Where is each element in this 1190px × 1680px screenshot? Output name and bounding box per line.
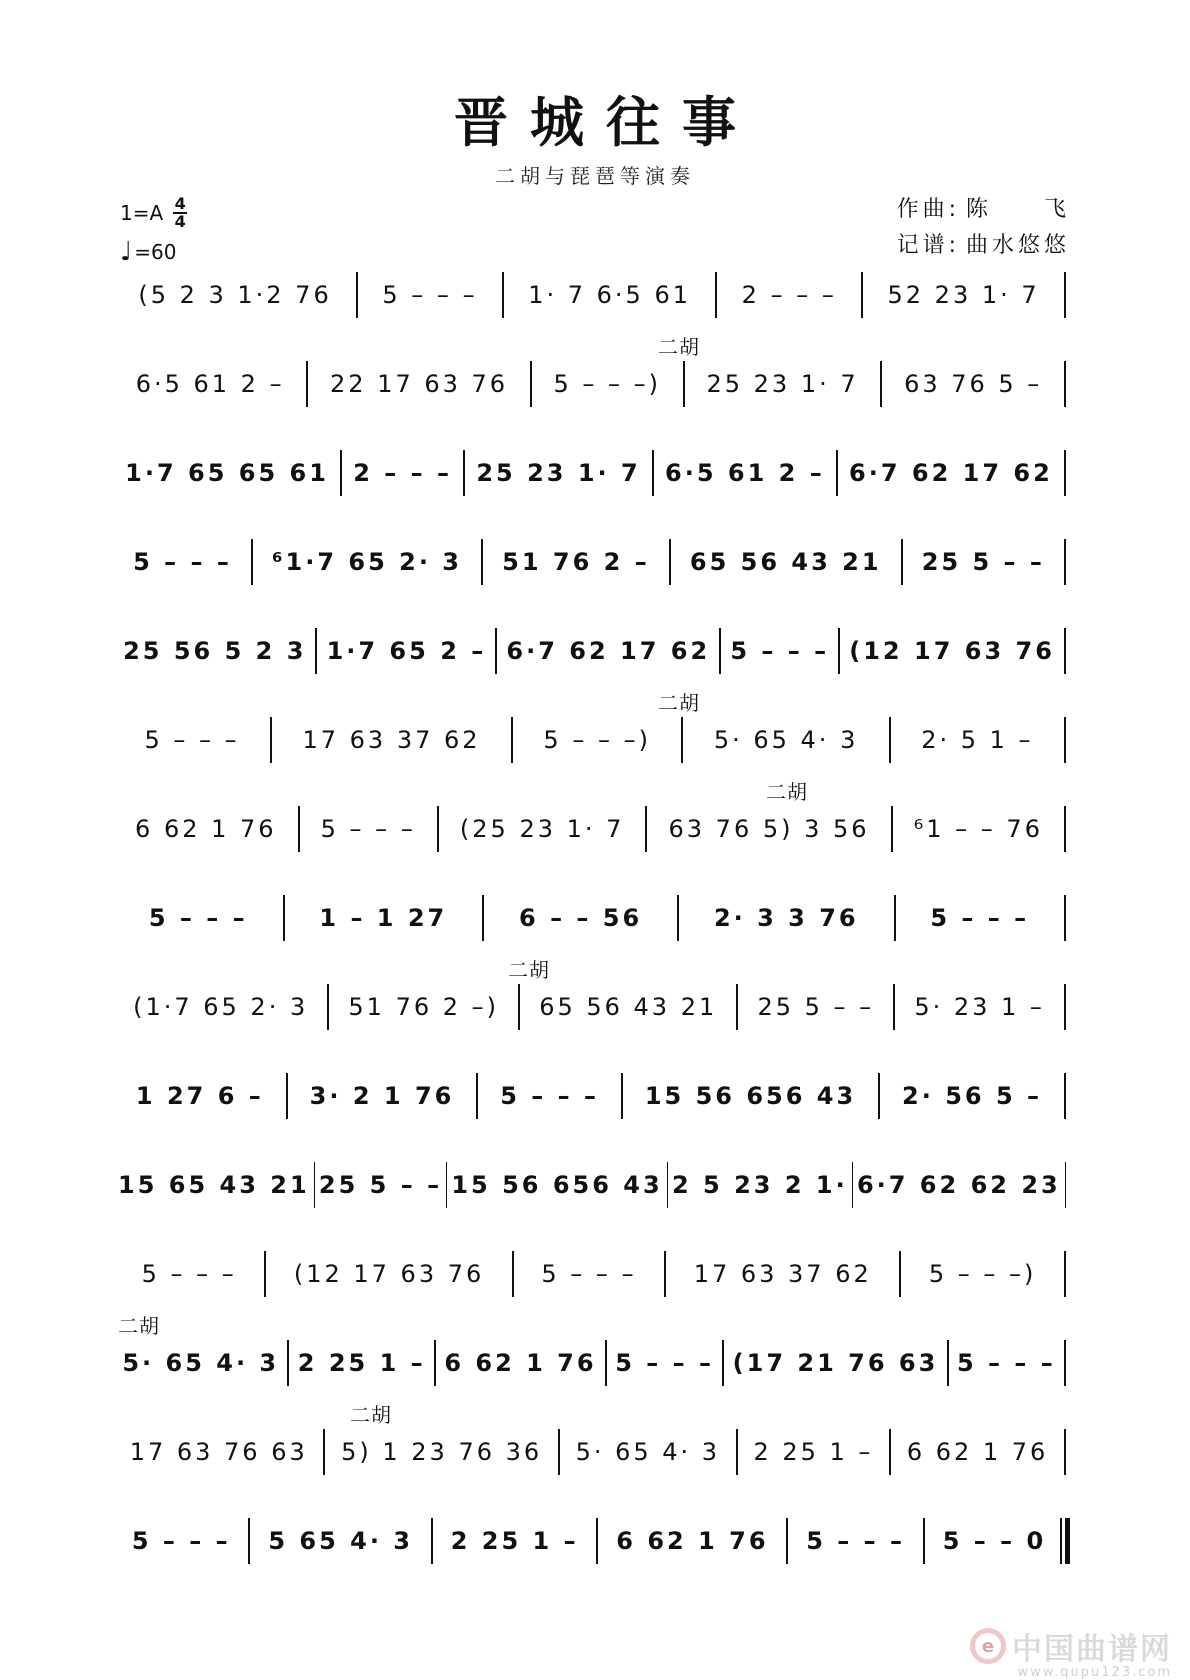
barline — [495, 628, 497, 674]
instrument-label: 二胡 — [118, 1314, 160, 1338]
barline — [434, 1340, 436, 1386]
measure: 6·7 62 17 62 — [506, 637, 711, 665]
measure: 5 – – –) — [928, 1260, 1037, 1288]
score-line — [118, 1518, 1070, 1564]
page-title: 晋城往事 — [454, 90, 758, 154]
measure: 17 63 37 62 — [302, 726, 481, 754]
barline — [287, 1340, 289, 1386]
measure: 5 – – – — [148, 904, 248, 932]
barline — [838, 628, 840, 674]
measure: 51 76 2 –) — [348, 993, 500, 1021]
composer-name: 陈 飞 — [965, 197, 1070, 222]
watermark-brand: 中国曲谱网 — [1012, 1632, 1172, 1667]
watermark-url: www.qupu123.com — [1017, 1665, 1172, 1680]
barline — [893, 984, 895, 1030]
measure: 2· 5 1 – — [921, 726, 1034, 754]
barline — [1064, 628, 1066, 674]
barline — [431, 1518, 433, 1564]
measure: (12 17 63 76 — [849, 637, 1055, 665]
measure: 5· 23 1 – — [914, 993, 1045, 1021]
barline — [677, 895, 679, 941]
measure: 3· 2 1 76 — [309, 1082, 455, 1110]
transcriber-label: 记谱: — [896, 233, 960, 258]
measure: 5 – – – — [956, 1349, 1056, 1377]
page-subtitle: 二胡与琵琶等演奏 — [495, 164, 695, 188]
barline — [298, 806, 300, 852]
barline — [852, 1162, 853, 1208]
watermark — [970, 1624, 1172, 1680]
measure: 6 62 1 76 — [616, 1527, 769, 1555]
barline — [664, 1251, 666, 1297]
measure: 25 5 – – — [757, 993, 875, 1021]
key-tempo-block — [120, 194, 187, 267]
transcriber-name: 曲水悠悠 — [965, 233, 1070, 258]
barline — [482, 895, 484, 941]
barline — [248, 1518, 250, 1564]
barline — [518, 984, 520, 1030]
measure: 5· 65 4· 3 — [713, 726, 859, 754]
measure: 6·7 62 17 62 — [849, 459, 1053, 487]
barline — [889, 717, 891, 763]
final-barline — [1060, 1518, 1070, 1564]
measure: 5· 65 4· 3 — [575, 1438, 721, 1466]
score-line — [118, 1314, 1070, 1386]
measure: 63 76 5 – — [904, 370, 1043, 398]
score-line — [118, 1251, 1070, 1297]
measure: 17 63 37 62 — [693, 1260, 872, 1288]
instrument-label: 二胡 — [658, 335, 700, 359]
measure: 25 56 5 2 3 — [123, 637, 307, 665]
score-line — [118, 539, 1070, 585]
score-line — [118, 335, 1070, 407]
measure: 5 65 4· 3 — [268, 1527, 413, 1555]
measure: (12 17 63 76 — [293, 1260, 485, 1288]
measure: (1·7 65 2· 3 — [133, 993, 309, 1021]
barline — [1064, 1073, 1066, 1119]
measure: 17 63 76 63 — [129, 1438, 308, 1466]
measure: 5 – – – — [730, 637, 830, 665]
tempo-line — [120, 237, 187, 267]
measure: 6·7 62 62 23 — [856, 1171, 1061, 1199]
barline — [786, 1518, 788, 1564]
measure: 5 – – – — [930, 904, 1030, 932]
measure: 6 62 1 76 — [906, 1438, 1049, 1466]
barline — [652, 450, 654, 496]
barline — [1064, 539, 1066, 585]
time-signature — [173, 196, 187, 230]
barline — [722, 1340, 724, 1386]
barline — [511, 717, 513, 763]
barline — [621, 1073, 623, 1119]
score-line — [118, 1162, 1070, 1208]
barline — [899, 1251, 901, 1297]
credits-block — [897, 192, 1070, 264]
score-line — [118, 1073, 1070, 1119]
time-signature-top: 4 — [174, 194, 186, 213]
measure: 5 – – – — [320, 815, 416, 843]
measure: 5 – – – — [133, 548, 232, 576]
barline — [719, 628, 721, 674]
barline — [889, 1429, 891, 1475]
barline — [1064, 1429, 1066, 1475]
measure: ⁶1·7 65 2· 3 — [272, 548, 463, 576]
measure: 2 5 23 2 1· — [671, 1171, 848, 1199]
measure: 2· 3 3 76 — [713, 904, 859, 932]
score-line — [118, 628, 1070, 674]
quarter-note-icon: ♩ — [120, 237, 133, 267]
measure: 25 23 1· 7 — [706, 370, 859, 398]
score-line — [118, 691, 1070, 763]
measure: 5 – – – — [806, 1527, 906, 1555]
instrument-label: 二胡 — [766, 780, 808, 804]
barline — [340, 450, 342, 496]
measure: 2 25 1 – — [297, 1349, 426, 1377]
measure: 22 17 63 76 — [330, 370, 509, 398]
logo-icon: e — [970, 1628, 1006, 1664]
measure: 25 5 – – — [318, 1171, 443, 1199]
barline — [1064, 895, 1066, 941]
score-line — [118, 780, 1070, 852]
measure: 5 – – –) — [553, 370, 662, 398]
measure: 5 – – – — [141, 1260, 237, 1288]
measure: 5 – – 0 — [942, 1527, 1047, 1555]
barline — [667, 1162, 668, 1208]
measure: 6 62 1 76 — [444, 1349, 597, 1377]
measure: 15 65 43 21 — [118, 1171, 310, 1199]
barline — [446, 1162, 447, 1208]
measure: 63 76 5) 3 56 — [668, 815, 870, 843]
barline — [596, 1518, 598, 1564]
barline — [323, 1429, 325, 1475]
barline — [880, 361, 882, 407]
measure: 2 25 1 – — [450, 1527, 579, 1555]
measure: 51 76 2 – — [502, 548, 650, 576]
barline — [683, 361, 685, 407]
barline — [1064, 361, 1066, 407]
measure: 5 – – – — [500, 1082, 599, 1110]
barline — [1065, 1162, 1066, 1208]
measure: 5) 1 23 76 36 — [341, 1438, 543, 1466]
score-body — [118, 272, 1070, 1607]
measure: 6·5 61 2 – — [665, 459, 825, 487]
barline — [836, 450, 838, 496]
measure: 65 56 43 21 — [689, 548, 882, 576]
measure: 5· 65 4· 3 — [122, 1349, 280, 1377]
barline — [1064, 717, 1066, 763]
barline — [894, 895, 896, 941]
score-line — [118, 272, 1070, 318]
measure: 1 – 1 27 — [319, 904, 448, 932]
barline — [669, 539, 671, 585]
barline — [947, 1340, 949, 1386]
barline — [558, 1429, 560, 1475]
measure: 5 – – – — [541, 1260, 637, 1288]
barline — [1064, 450, 1066, 496]
transcriber-line — [897, 228, 1070, 264]
barline — [715, 272, 717, 318]
barline — [1064, 806, 1066, 852]
measure: 65 56 43 21 — [539, 993, 718, 1021]
barline — [891, 806, 893, 852]
barline — [356, 272, 358, 318]
barline — [901, 539, 903, 585]
measure: ⁶1 – – 76 — [913, 815, 1043, 843]
measure: (17 21 76 63 — [732, 1349, 939, 1377]
measure: 15 56 656 43 — [451, 1171, 663, 1199]
tempo-value: =60 — [134, 240, 177, 264]
measure: 1 27 6 – — [135, 1082, 264, 1110]
measure: 5 – – – — [382, 281, 478, 309]
composer-line — [897, 192, 1070, 228]
barline — [736, 984, 738, 1030]
barline — [1064, 272, 1066, 318]
measure: 5 – – – — [131, 1527, 231, 1555]
barline — [437, 806, 439, 852]
measure: 5 – – – — [144, 726, 240, 754]
instrument-label: 二胡 — [658, 691, 700, 715]
measure: 25 5 – – — [921, 548, 1045, 576]
measure: (5 2 3 1·2 76 — [138, 281, 332, 309]
measure: 1· 7 6·5 61 — [528, 281, 691, 309]
measure: 2 – – – — [353, 459, 453, 487]
measure: (25 23 1· 7 — [459, 815, 625, 843]
measure: 5 – – – — [615, 1349, 714, 1377]
measure: 6 – – 56 — [519, 904, 643, 932]
time-signature-bottom: 4 — [174, 212, 186, 231]
barline — [530, 361, 532, 407]
measure: 6 62 1 76 — [135, 815, 277, 843]
barline — [878, 1073, 880, 1119]
barline — [251, 539, 253, 585]
measure: 2· 56 5 – — [902, 1082, 1043, 1110]
barline — [502, 272, 504, 318]
measure: 25 23 1· 7 — [476, 459, 641, 487]
barline — [861, 272, 863, 318]
barline — [1064, 1251, 1066, 1297]
measure: 15 56 656 43 — [644, 1082, 857, 1110]
score-line — [118, 958, 1070, 1030]
barline — [923, 1518, 925, 1564]
barline — [481, 539, 483, 585]
measure: 5 – – –) — [543, 726, 651, 754]
barline — [476, 1073, 478, 1119]
barline — [327, 984, 329, 1030]
barline — [512, 1251, 514, 1297]
barline — [286, 1073, 288, 1119]
barline — [645, 806, 647, 852]
barline — [306, 361, 308, 407]
barline — [270, 717, 272, 763]
barline — [283, 895, 285, 941]
score-line — [118, 450, 1070, 496]
measure: 2 25 1 – — [753, 1438, 874, 1466]
measure: 2 – – – — [741, 281, 837, 309]
measure: 52 23 1· 7 — [887, 281, 1040, 309]
barline — [264, 1251, 266, 1297]
instrument-label: 二胡 — [350, 1403, 392, 1427]
key-signature-line — [120, 196, 187, 230]
score-line — [118, 1403, 1070, 1475]
barline — [1064, 984, 1066, 1030]
key-signature: 1=A — [120, 201, 164, 225]
measure: 6·5 61 2 – — [135, 370, 285, 398]
instrument-label: 二胡 — [508, 958, 550, 982]
measure: 1·7 65 65 61 — [125, 459, 329, 487]
barline — [1064, 1340, 1066, 1386]
barline — [605, 1340, 607, 1386]
composer-label: 作曲: — [896, 197, 960, 222]
measure: 1·7 65 2 – — [326, 637, 487, 665]
barline — [315, 628, 317, 674]
barline — [314, 1162, 315, 1208]
barline — [463, 450, 465, 496]
barline — [736, 1429, 738, 1475]
barline — [681, 717, 683, 763]
score-line — [118, 895, 1070, 941]
